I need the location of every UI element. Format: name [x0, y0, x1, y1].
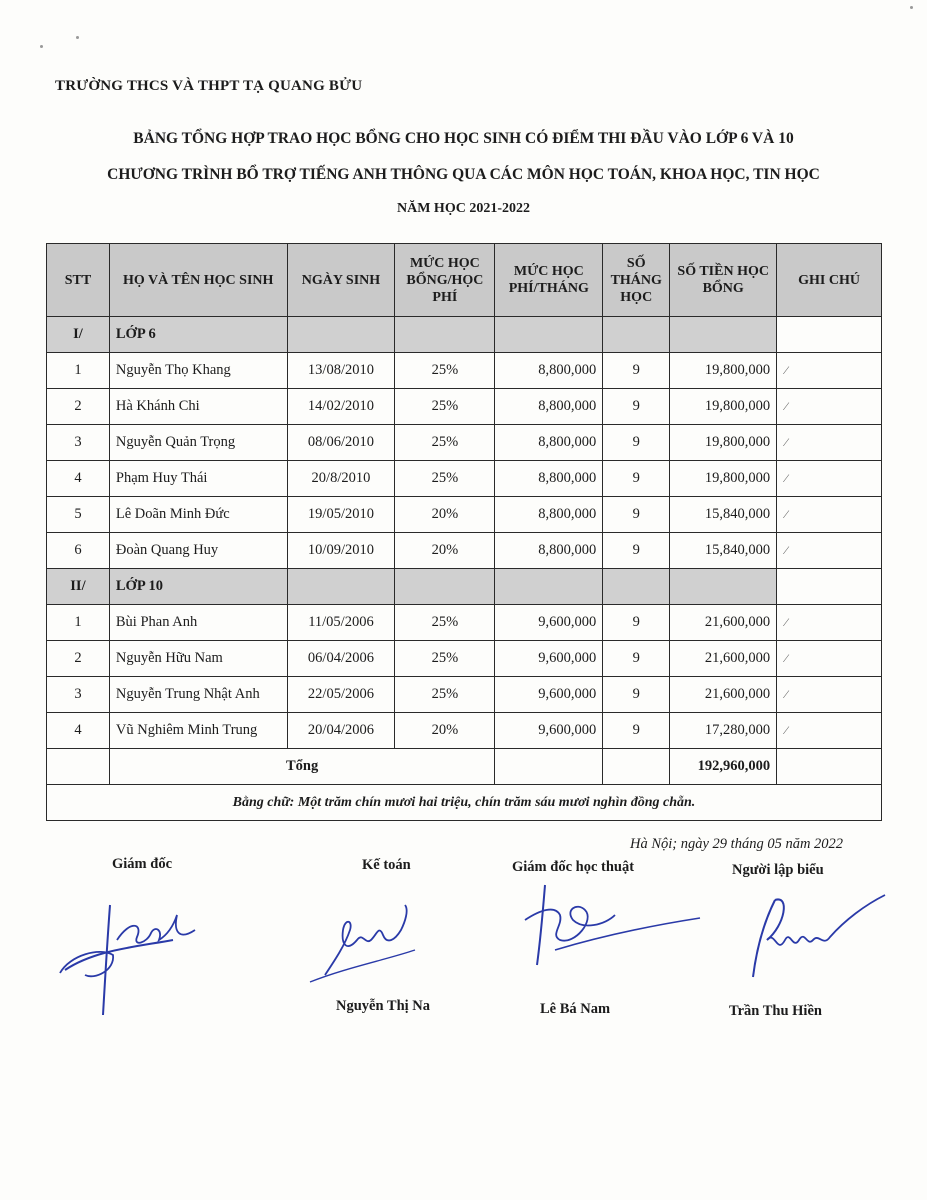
col-fee: MỨC HỌC PHÍ/THÁNG — [495, 244, 603, 317]
note-cell — [777, 713, 882, 749]
scholarship-rate: 25% — [395, 641, 495, 677]
col-amount: SỐ TIỀN HỌC BỔNG — [670, 244, 777, 317]
accountant-signature — [305, 890, 435, 990]
scan-speck — [910, 6, 913, 9]
role-preparer: Người lập biểu — [732, 862, 824, 878]
col-stt: STT — [47, 244, 110, 317]
empty-cell — [603, 317, 670, 353]
empty-cell — [287, 569, 395, 605]
months: 9 — [603, 605, 670, 641]
empty-cell — [495, 749, 603, 785]
preparer-name: Trần Thu Hiền — [729, 1003, 822, 1019]
date-of-birth: 14/02/2010 — [287, 389, 395, 425]
student-name: Nguyễn Quản Trọng — [109, 425, 287, 461]
date-of-birth: 11/05/2006 — [287, 605, 395, 641]
monthly-fee: 8,800,000 — [495, 353, 603, 389]
row-stt: 2 — [47, 389, 110, 425]
scholarship-rate: 20% — [395, 713, 495, 749]
student-name: Vũ Nghiêm Minh Trung — [109, 713, 287, 749]
table-row — [47, 641, 882, 677]
note-cell — [777, 641, 882, 677]
scholarship-amount: 15,840,000 — [670, 497, 777, 533]
table-row — [47, 677, 882, 713]
table-row — [47, 461, 882, 497]
row-stt: 4 — [47, 713, 110, 749]
student-name: Phạm Huy Thái — [109, 461, 287, 497]
note-cell — [777, 605, 882, 641]
table-row — [47, 533, 882, 569]
total-row — [47, 749, 882, 785]
scholarship-rate: 25% — [395, 389, 495, 425]
scholarship-amount: 19,800,000 — [670, 425, 777, 461]
monthly-fee: 9,600,000 — [495, 677, 603, 713]
empty-cell — [47, 749, 110, 785]
scholarship-amount: 17,280,000 — [670, 713, 777, 749]
group-number: II/ — [47, 569, 110, 605]
scholarship-rate: 25% — [395, 425, 495, 461]
empty-cell — [670, 317, 777, 353]
months: 9 — [603, 533, 670, 569]
role-academic-director: Giám đốc học thuật — [512, 859, 635, 875]
scholarship-amount: 15,840,000 — [670, 533, 777, 569]
monthly-fee: 9,600,000 — [495, 713, 603, 749]
note-cell — [777, 353, 882, 389]
col-dob: NGÀY SINH — [287, 244, 395, 317]
row-stt: 3 — [47, 425, 110, 461]
check-mark-icon: ⁄ — [785, 507, 788, 521]
scholarship-rate: 25% — [395, 677, 495, 713]
student-name: Lê Doãn Minh Đức — [109, 497, 287, 533]
place-date: Hà Nội; ngày 29 tháng 05 năm 2022 — [630, 836, 844, 852]
date-of-birth: 19/05/2010 — [287, 497, 395, 533]
school-year: NĂM HỌC 2021-2022 — [397, 201, 530, 216]
scholarship-rate: 20% — [395, 497, 495, 533]
monthly-fee: 8,800,000 — [495, 389, 603, 425]
student-name: Hà Khánh Chi — [109, 389, 287, 425]
school-name: TRƯỜNG THCS VÀ THPT TẠ QUANG BỬU — [55, 78, 363, 94]
role-accountant: Kế toán — [362, 857, 411, 873]
document-title: BẢNG TỔNG HỢP TRAO HỌC BỔNG CHO HỌC SINH CÓ ĐIỂM THI ĐẦU VÀO LỚP 6 VÀ 10 — [133, 130, 794, 147]
check-mark-icon: ⁄ — [785, 687, 788, 701]
date-of-birth: 06/04/2006 — [287, 641, 395, 677]
empty-cell — [395, 317, 495, 353]
empty-cell — [287, 317, 395, 353]
months: 9 — [603, 713, 670, 749]
check-mark-icon: ⁄ — [785, 471, 788, 485]
empty-cell — [777, 317, 882, 353]
scholarship-rate: 25% — [395, 353, 495, 389]
director-signature — [55, 885, 205, 1025]
months: 9 — [603, 389, 670, 425]
student-name: Đoàn Quang Huy — [109, 533, 287, 569]
empty-cell — [777, 569, 882, 605]
scholarship-amount: 21,600,000 — [670, 641, 777, 677]
check-mark-icon: ⁄ — [785, 363, 788, 377]
group-label: LỚP 6 — [109, 317, 287, 353]
table-row — [47, 389, 882, 425]
months: 9 — [603, 677, 670, 713]
note-cell — [777, 497, 882, 533]
group-row — [47, 317, 882, 353]
amount-in-words: Bằng chữ: Một trăm chín mươi hai triệu, chín trăm sáu mươi nghìn đồng chẵn. — [47, 785, 882, 821]
col-note: GHI CHÚ — [777, 244, 882, 317]
table-row — [47, 605, 882, 641]
note-cell — [777, 461, 882, 497]
months: 9 — [603, 641, 670, 677]
scholarship-rate: 20% — [395, 533, 495, 569]
months: 9 — [603, 353, 670, 389]
accountant-name: Nguyễn Thị Na — [336, 998, 431, 1014]
check-mark-icon: ⁄ — [785, 543, 788, 557]
row-stt: 4 — [47, 461, 110, 497]
empty-cell — [495, 317, 603, 353]
empty-cell — [395, 569, 495, 605]
student-name: Nguyễn Trung Nhật Anh — [109, 677, 287, 713]
check-mark-icon: ⁄ — [785, 651, 788, 665]
scan-speck — [76, 36, 79, 39]
date-of-birth: 13/08/2010 — [287, 353, 395, 389]
total-label: Tổng — [109, 749, 494, 785]
monthly-fee: 8,800,000 — [495, 425, 603, 461]
empty-cell — [495, 569, 603, 605]
table-row — [47, 497, 882, 533]
note-cell — [777, 533, 882, 569]
months: 9 — [603, 425, 670, 461]
empty-cell — [603, 569, 670, 605]
check-mark-icon: ⁄ — [785, 399, 788, 413]
date-of-birth: 20/8/2010 — [287, 461, 395, 497]
months: 9 — [603, 497, 670, 533]
months: 9 — [603, 461, 670, 497]
header-row — [47, 244, 882, 317]
scholarship-amount: 19,800,000 — [670, 353, 777, 389]
student-name: Nguyễn Hữu Nam — [109, 641, 287, 677]
empty-cell — [777, 749, 882, 785]
scholarship-table — [46, 243, 882, 821]
monthly-fee: 9,600,000 — [495, 605, 603, 641]
group-number: I/ — [47, 317, 110, 353]
academic-director-name: Lê Bá Nam — [540, 1001, 611, 1017]
col-rate: MỨC HỌC BỔNG/HỌC PHÍ — [395, 244, 495, 317]
note-cell — [777, 677, 882, 713]
check-mark-icon: ⁄ — [785, 615, 788, 629]
monthly-fee: 8,800,000 — [495, 533, 603, 569]
role-director: Giám đốc — [112, 856, 173, 872]
scan-speck — [40, 45, 43, 48]
row-stt: 1 — [47, 353, 110, 389]
amount-in-words-row — [47, 785, 882, 821]
row-stt: 2 — [47, 641, 110, 677]
date-of-birth: 22/05/2006 — [287, 677, 395, 713]
scholarship-amount: 21,600,000 — [670, 605, 777, 641]
row-stt: 3 — [47, 677, 110, 713]
scholarship-amount: 19,800,000 — [670, 461, 777, 497]
academic-director-signature — [515, 880, 705, 970]
table-body — [47, 317, 882, 821]
row-stt: 5 — [47, 497, 110, 533]
empty-cell — [670, 569, 777, 605]
scholarship-rate: 25% — [395, 605, 495, 641]
document-subtitle: CHƯƠNG TRÌNH BỔ TRỢ TIẾNG ANH THÔNG QUA CÁC MÔN HỌC TOÁN, KHOA HỌC, TIN HỌC — [107, 166, 820, 183]
scholarship-amount: 19,800,000 — [670, 389, 777, 425]
date-of-birth: 10/09/2010 — [287, 533, 395, 569]
col-name: HỌ VÀ TÊN HỌC SINH — [109, 244, 287, 317]
scholarship-rate: 25% — [395, 461, 495, 497]
monthly-fee: 8,800,000 — [495, 461, 603, 497]
col-months: SỐ THÁNG HỌC — [603, 244, 670, 317]
group-row — [47, 569, 882, 605]
scholarship-amount: 21,600,000 — [670, 677, 777, 713]
student-name: Nguyễn Thọ Khang — [109, 353, 287, 389]
table-row — [47, 425, 882, 461]
note-cell — [777, 389, 882, 425]
row-stt: 6 — [47, 533, 110, 569]
empty-cell — [603, 749, 670, 785]
total-amount: 192,960,000 — [670, 749, 777, 785]
row-stt: 1 — [47, 605, 110, 641]
monthly-fee: 8,800,000 — [495, 497, 603, 533]
check-mark-icon: ⁄ — [785, 435, 788, 449]
monthly-fee: 9,600,000 — [495, 641, 603, 677]
group-label: LỚP 10 — [109, 569, 287, 605]
student-name: Bùi Phan Anh — [109, 605, 287, 641]
date-of-birth: 08/06/2010 — [287, 425, 395, 461]
preparer-signature — [735, 885, 895, 985]
table-row — [47, 713, 882, 749]
table-row — [47, 353, 882, 389]
date-of-birth: 20/04/2006 — [287, 713, 395, 749]
note-cell — [777, 425, 882, 461]
check-mark-icon: ⁄ — [785, 723, 788, 737]
